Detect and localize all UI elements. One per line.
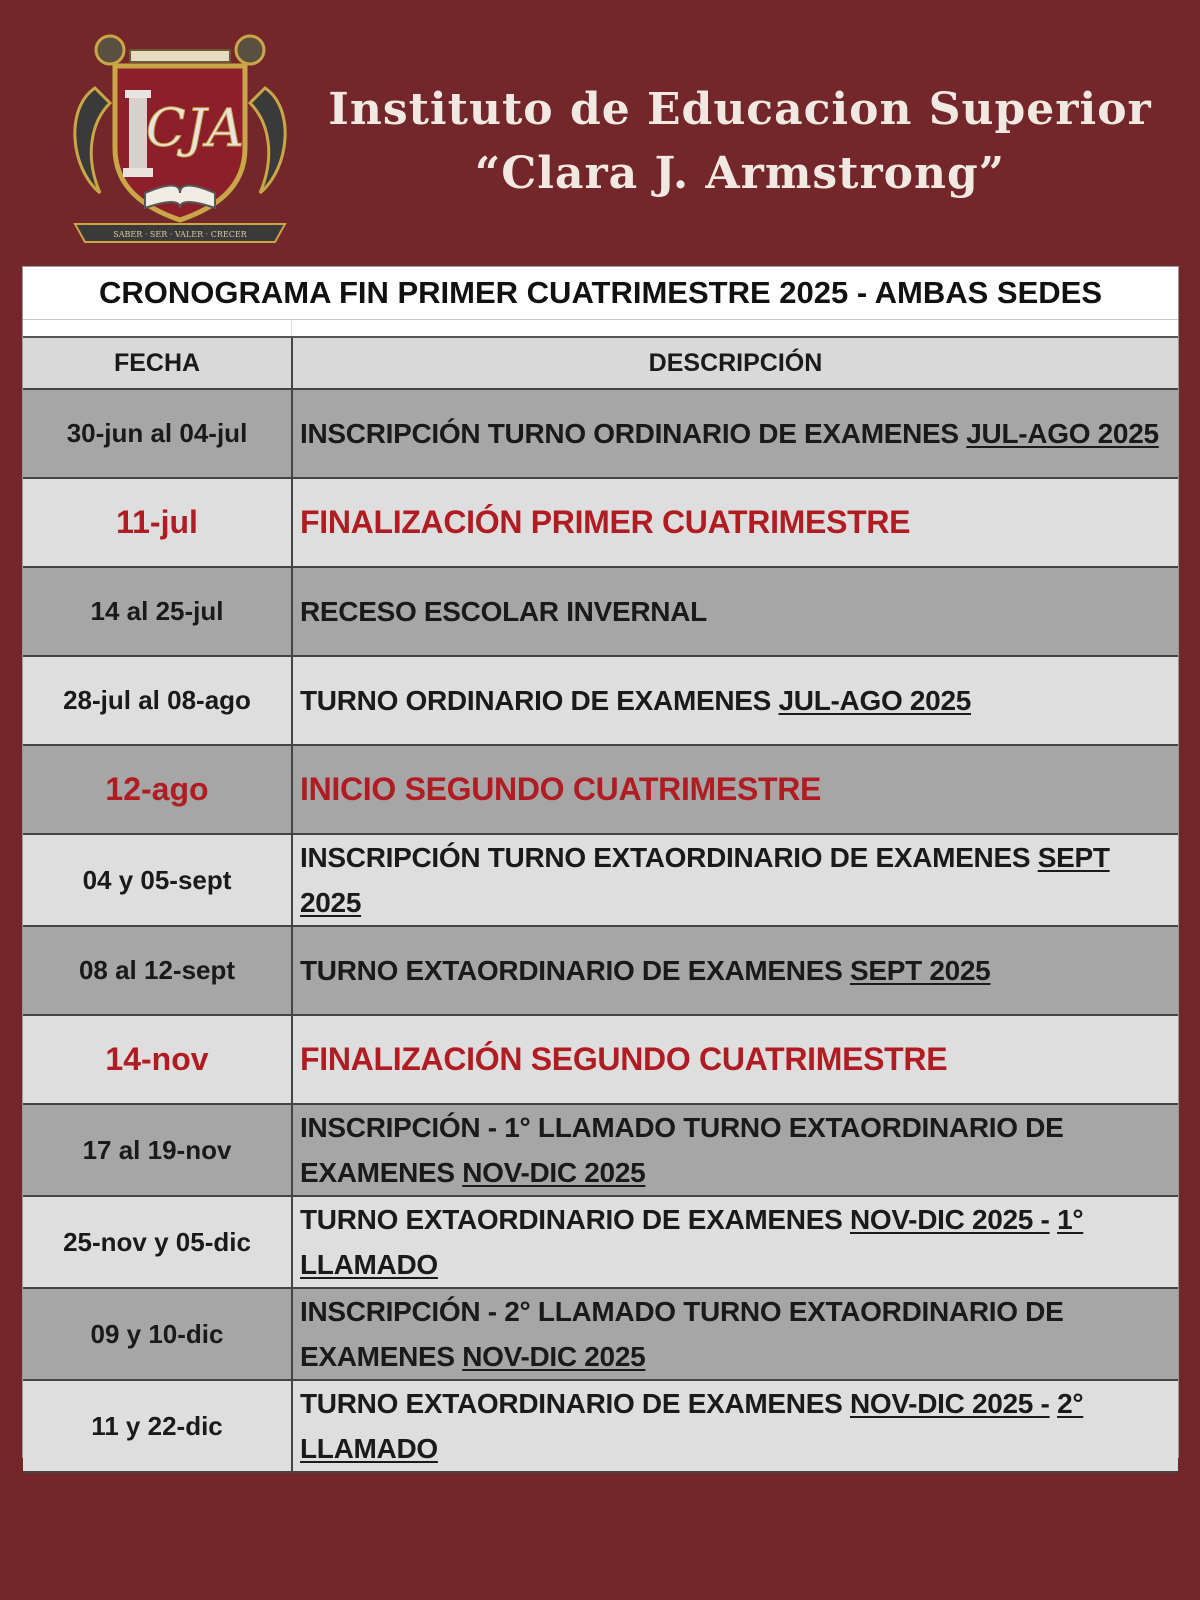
row-description: [292, 478, 1178, 567]
row-date: 09 y 10-dic: [23, 1288, 292, 1380]
row-description-text: TURNO EXTAORDINARIO DE EXAMENES: [300, 955, 843, 986]
table-row: [23, 1288, 1178, 1380]
row-description-text: FINALIZACIÓN PRIMER CUATRIMESTRE: [300, 504, 911, 540]
spacer-row: [23, 320, 1178, 338]
row-description: [292, 656, 1178, 745]
crest-monogram: CJA: [145, 99, 245, 159]
row-description-text: INSCRIPCIÓN TURNO EXTAORDINARIO DE EXAMENES: [300, 842, 1031, 873]
row-description: [292, 926, 1178, 1015]
schedule-table: [23, 338, 1178, 1473]
row-description-underlined: SEPT 2025: [300, 842, 1110, 918]
table-row: [23, 567, 1178, 656]
table-row: [23, 389, 1178, 478]
row-date: 17 al 19-nov: [23, 1104, 292, 1196]
row-description: [292, 1015, 1178, 1104]
row-description-underlined: JUL-AGO 2025: [966, 418, 1159, 449]
row-date: 30-jun al 04-jul: [23, 389, 292, 478]
table-row: [23, 1015, 1178, 1104]
table-row: [23, 834, 1178, 926]
table-row: [23, 926, 1178, 1015]
row-date: 14 al 25-jul: [23, 567, 292, 656]
table-row: [23, 1196, 1178, 1288]
schedule-sheet: [22, 266, 1179, 1464]
row-description-text: INSCRIPCIÓN - 1° LLAMADO TURNO EXTAORDINARIO DE EXAMENES: [300, 1112, 1064, 1188]
table-row: [23, 745, 1178, 834]
row-date: 12-ago: [23, 745, 292, 834]
row-description: [292, 1104, 1178, 1196]
crest-motto: SABER · SER · VALER · CRECER: [113, 230, 247, 239]
row-description-text: FINALIZACIÓN SEGUNDO CUATRIMESTRE: [300, 1041, 948, 1077]
row-description-underlined: 1° LLAMADO: [300, 1204, 1084, 1280]
row-description-underlined: JUL-AGO 2025: [778, 685, 971, 716]
row-description-underlined: SEPT 2025: [849, 955, 991, 986]
row-description-underlined: NOV-DIC 2025: [462, 1157, 646, 1188]
row-description: [292, 1380, 1178, 1472]
table-row: [23, 656, 1178, 745]
row-description-text: INSCRIPCIÓN - 2° LLAMADO TURNO EXTAORDINARIO DE EXAMENES: [300, 1296, 1064, 1372]
institute-crest-logo: [55, 28, 305, 248]
row-date: 25-nov y 05-dic: [23, 1196, 292, 1288]
row-date: 04 y 05-sept: [23, 834, 292, 926]
row-description: [292, 834, 1178, 926]
row-date: 14-nov: [23, 1015, 292, 1104]
row-description-underlined: NOV-DIC 2025 -: [849, 1388, 1050, 1419]
row-date: 08 al 12-sept: [23, 926, 292, 1015]
institution-name-line: Instituto de Educacion Superior: [328, 84, 1152, 135]
row-description: [292, 1288, 1178, 1380]
row-description-underlined: 2° LLAMADO: [300, 1388, 1084, 1464]
row-date: 11 y 22-dic: [23, 1380, 292, 1472]
row-description-text: INSCRIPCIÓN TURNO ORDINARIO DE EXAMENES: [300, 418, 959, 449]
row-description-text: RECESO ESCOLAR INVERNAL: [300, 596, 707, 627]
row-date: 11-jul: [23, 478, 292, 567]
row-description: [292, 567, 1178, 656]
row-description-text: INICIO SEGUNDO CUATRIMESTRE: [300, 771, 822, 807]
row-description: [292, 389, 1178, 478]
row-description-underlined: NOV-DIC 2025 -: [849, 1204, 1050, 1235]
schedule-rows: [23, 389, 1178, 1472]
header: [0, 0, 1200, 260]
header-row: [23, 338, 1178, 389]
row-description-text: TURNO ORDINARIO DE EXAMENES: [300, 685, 772, 716]
table-row: [23, 478, 1178, 567]
row-description-text: TURNO EXTAORDINARIO DE EXAMENES: [300, 1388, 843, 1419]
row-description-text: TURNO EXTAORDINARIO DE EXAMENES: [300, 1204, 843, 1235]
row-description-underlined: NOV-DIC 2025: [462, 1341, 646, 1372]
table-row: [23, 1104, 1178, 1196]
institution-title: [300, 78, 1180, 206]
row-description: [292, 1196, 1178, 1288]
header-descripcion: DESCRIPCIÓN: [292, 338, 1178, 389]
institution-honoree-line: “Clara J. Armstrong”: [474, 148, 1006, 199]
row-date: 28-jul al 08-ago: [23, 656, 292, 745]
table-row: [23, 1380, 1178, 1472]
header-fecha: FECHA: [23, 338, 292, 389]
schedule-title: CRONOGRAMA FIN PRIMER CUATRIMESTRE 2025 - AMBAS SEDES: [23, 267, 1178, 320]
row-description: [292, 745, 1178, 834]
